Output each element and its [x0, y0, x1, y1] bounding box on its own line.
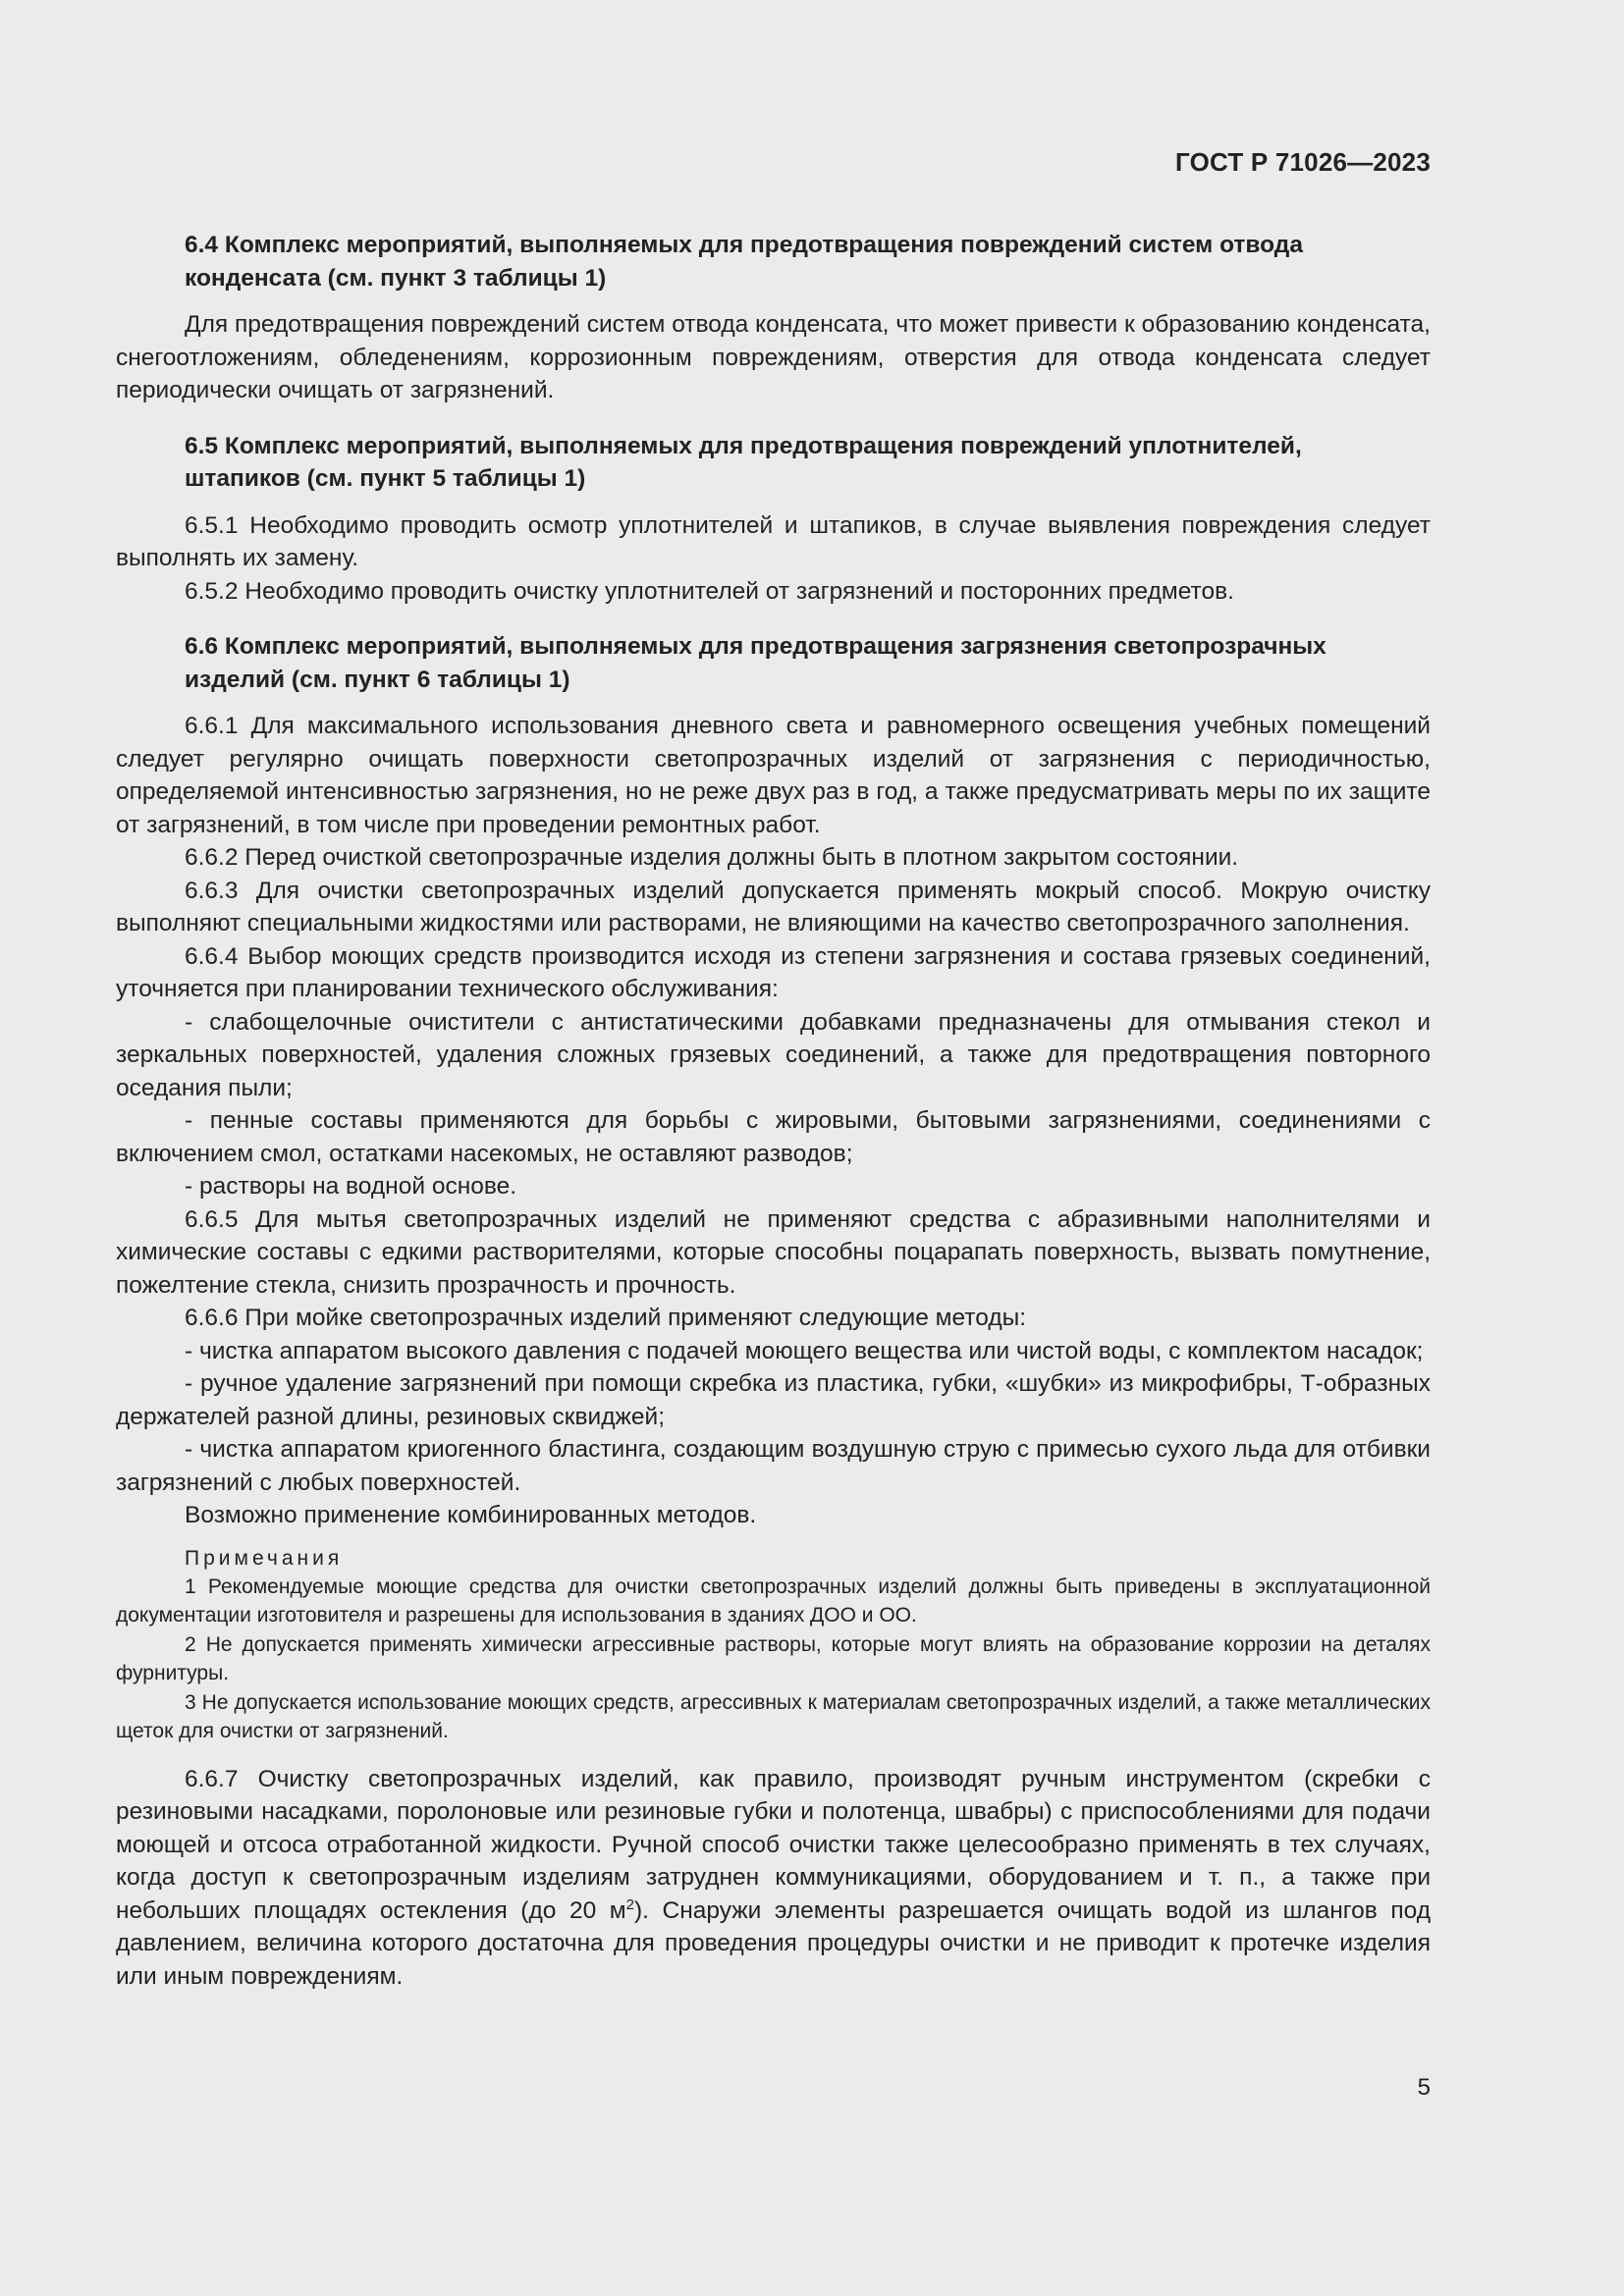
list-item-6-6-4-3: - растворы на водной основе.: [185, 1173, 517, 1200]
paragraph-6-6-6-tail: Возможно применение комбинированных методов.: [185, 1502, 757, 1528]
paragraph-6-6-7-part-1: 6.6.7 Очистку светопрозрачных изделий, как правило, производят ручным инструментом (скребки с резиновыми насадками, поролоновые или резиновые губки и полотенца, швабры) с приспособлениями для подачи моющей и отсоса отработанной жидкости. Ручной способ очистки также целесообразно применять в тех случаях, когда доступ к светопрозрачным изделиям затруднен коммуникациями, оборудованием и т. п., а также при небольших площадях остекления (до 20 м: [116, 1765, 1431, 1924]
paragraph-6-6-2: 6.6.2 Перед очисткой светопрозрачные изделия должны быть в плотном закрытом состоянии.: [185, 844, 1239, 871]
paragraph-6-6-5: 6.6.5 Для мытья светопрозрачных изделий не применяют средства с абразивными наполнителями и химические составы с едкими растворителями, которые способны поцарапать поверхность, вызвать помутнение, пожелтение стекла, снизить прозрачность и прочность.: [116, 1205, 1431, 1299]
paragraph-6-5-1: 6.5.1 Необходимо проводить осмотр уплотнителей и штапиков, в случае выявления повреждения следует выполнять их замену.: [116, 511, 1431, 571]
paragraph-6-6-3: 6.6.3 Для очистки светопрозрачных изделий допускается применять мокрый способ. Мокрую очистку выполняют специальными жидкостями или растворами, не влияющими на качество светопрозрачного заполнения.: [116, 877, 1431, 936]
section-heading-6-5: 6.5 Комплекс мероприятий, выполняемых для предотвращения повреждений уплотнителей, штапиков (см. пункт 5 таблицы 1): [185, 432, 1302, 492]
superscript-2: 2: [625, 1896, 634, 1913]
list-item-6-6-4-2: - пенные составы применяются для борьбы с жировыми, бытовыми загрязнениями, соединениями с включением смол, остатками насекомых, не оставляют разводов;: [116, 1107, 1431, 1167]
paragraph-6-4: Для предотвращения повреждений систем отвода конденсата, что может привести к образованию конденсата, снегоотложениям, обледенениям, коррозионным повреждениям, отверстия для отвода конденсата следует периодически очищать от загрязнений.: [116, 311, 1431, 403]
list-item-6-6-4-1: - слабощелочные очистители с антистатическими добавками предназначены для отмывания стекол и зеркальных поверхностей, удаления сложных грязевых соединений, а также для предотвращения повторного оседания пыли;: [116, 1008, 1431, 1101]
list-item-6-6-6-3: - чистка аппаратом криогенного бластинга, создающим воздушную струю с примесью сухого льда для отбивки загрязнений с любых поверхностей.: [116, 1436, 1431, 1496]
note-1: 1 Рекомендуемые моющие средства для очистки светопрозрачных изделий должны быть приведены в эксплуатационной документации изготовителя и разрешены для использования в зданиях ДОО и ОО.: [116, 1575, 1431, 1627]
section-heading-6-6: 6.6 Комплекс мероприятий, выполняемых для предотвращения загрязнения светопрозрачных изделий (см. пункт 6 таблицы 1): [185, 633, 1326, 693]
list-item-6-6-6-1: - чистка аппаратом высокого давления с подачей моющего вещества или чистой воды, с комплектом насадок;: [185, 1337, 1424, 1364]
section-heading-6-4: 6.4 Комплекс мероприятий, выполняемых для предотвращения повреждений систем отвода конденсата (см. пункт 3 таблицы 1): [185, 232, 1303, 292]
list-item-6-6-6-2: - ручное удаление загрязнений при помощи скребка из пластика, губки, «шубки» из микрофибры, Т-образных держателей разной длины, резиновых сквиджей;: [116, 1370, 1431, 1430]
page-number: 5: [1417, 2074, 1431, 2101]
note-2: 2 Не допускается применять химически агрессивные растворы, которые могут влиять на образование коррозии на деталях фурнитуры.: [116, 1632, 1431, 1684]
paragraph-6-5-2: 6.5.2 Необходимо проводить очистку уплотнителей от загрязнений и посторонних предметов.: [185, 577, 1234, 605]
page-body: [116, 0, 1431, 1993]
document-id-header: ГОСТ Р 71026—2023: [1175, 147, 1431, 177]
paragraph-6-6-7-part-2: ). Снаружи элементы разрешается очищать водой из шлангов под давлением, величина которого достаточна для проведения процедуры очистки и не приводит к протечке изделия или иным повреждениям.: [116, 1896, 1432, 1990]
note-3: 3 Не допускается использование моющих средств, агрессивных к материалам светопрозрачных изделий, а также металлических щеток для очистки от загрязнений.: [116, 1690, 1431, 1742]
paragraph-6-6-7: [116, 1763, 1431, 1994]
notes-title: Примечания: [185, 1546, 344, 1570]
paragraph-6-6-1: 6.6.1 Для максимального использования дневного света и равномерного освещения учебных помещений следует регулярно очищать поверхности светопрозрачных изделий от загрязнения с периодичностью, определяемой интенсивностью загрязнения, но не реже двух раз в год, а также предусматривать меры по их защите от загрязнений, в том числе при проведении ремонтных работ.: [116, 713, 1431, 838]
paragraph-6-6-6: 6.6.6 При мойке светопрозрачных изделий применяют следующие методы:: [185, 1305, 1027, 1331]
paragraph-6-6-4: 6.6.4 Выбор моющих средств производится исходя из степени загрязнения и состава грязевых соединений, уточняется при планировании технического обслуживания:: [116, 942, 1431, 1002]
